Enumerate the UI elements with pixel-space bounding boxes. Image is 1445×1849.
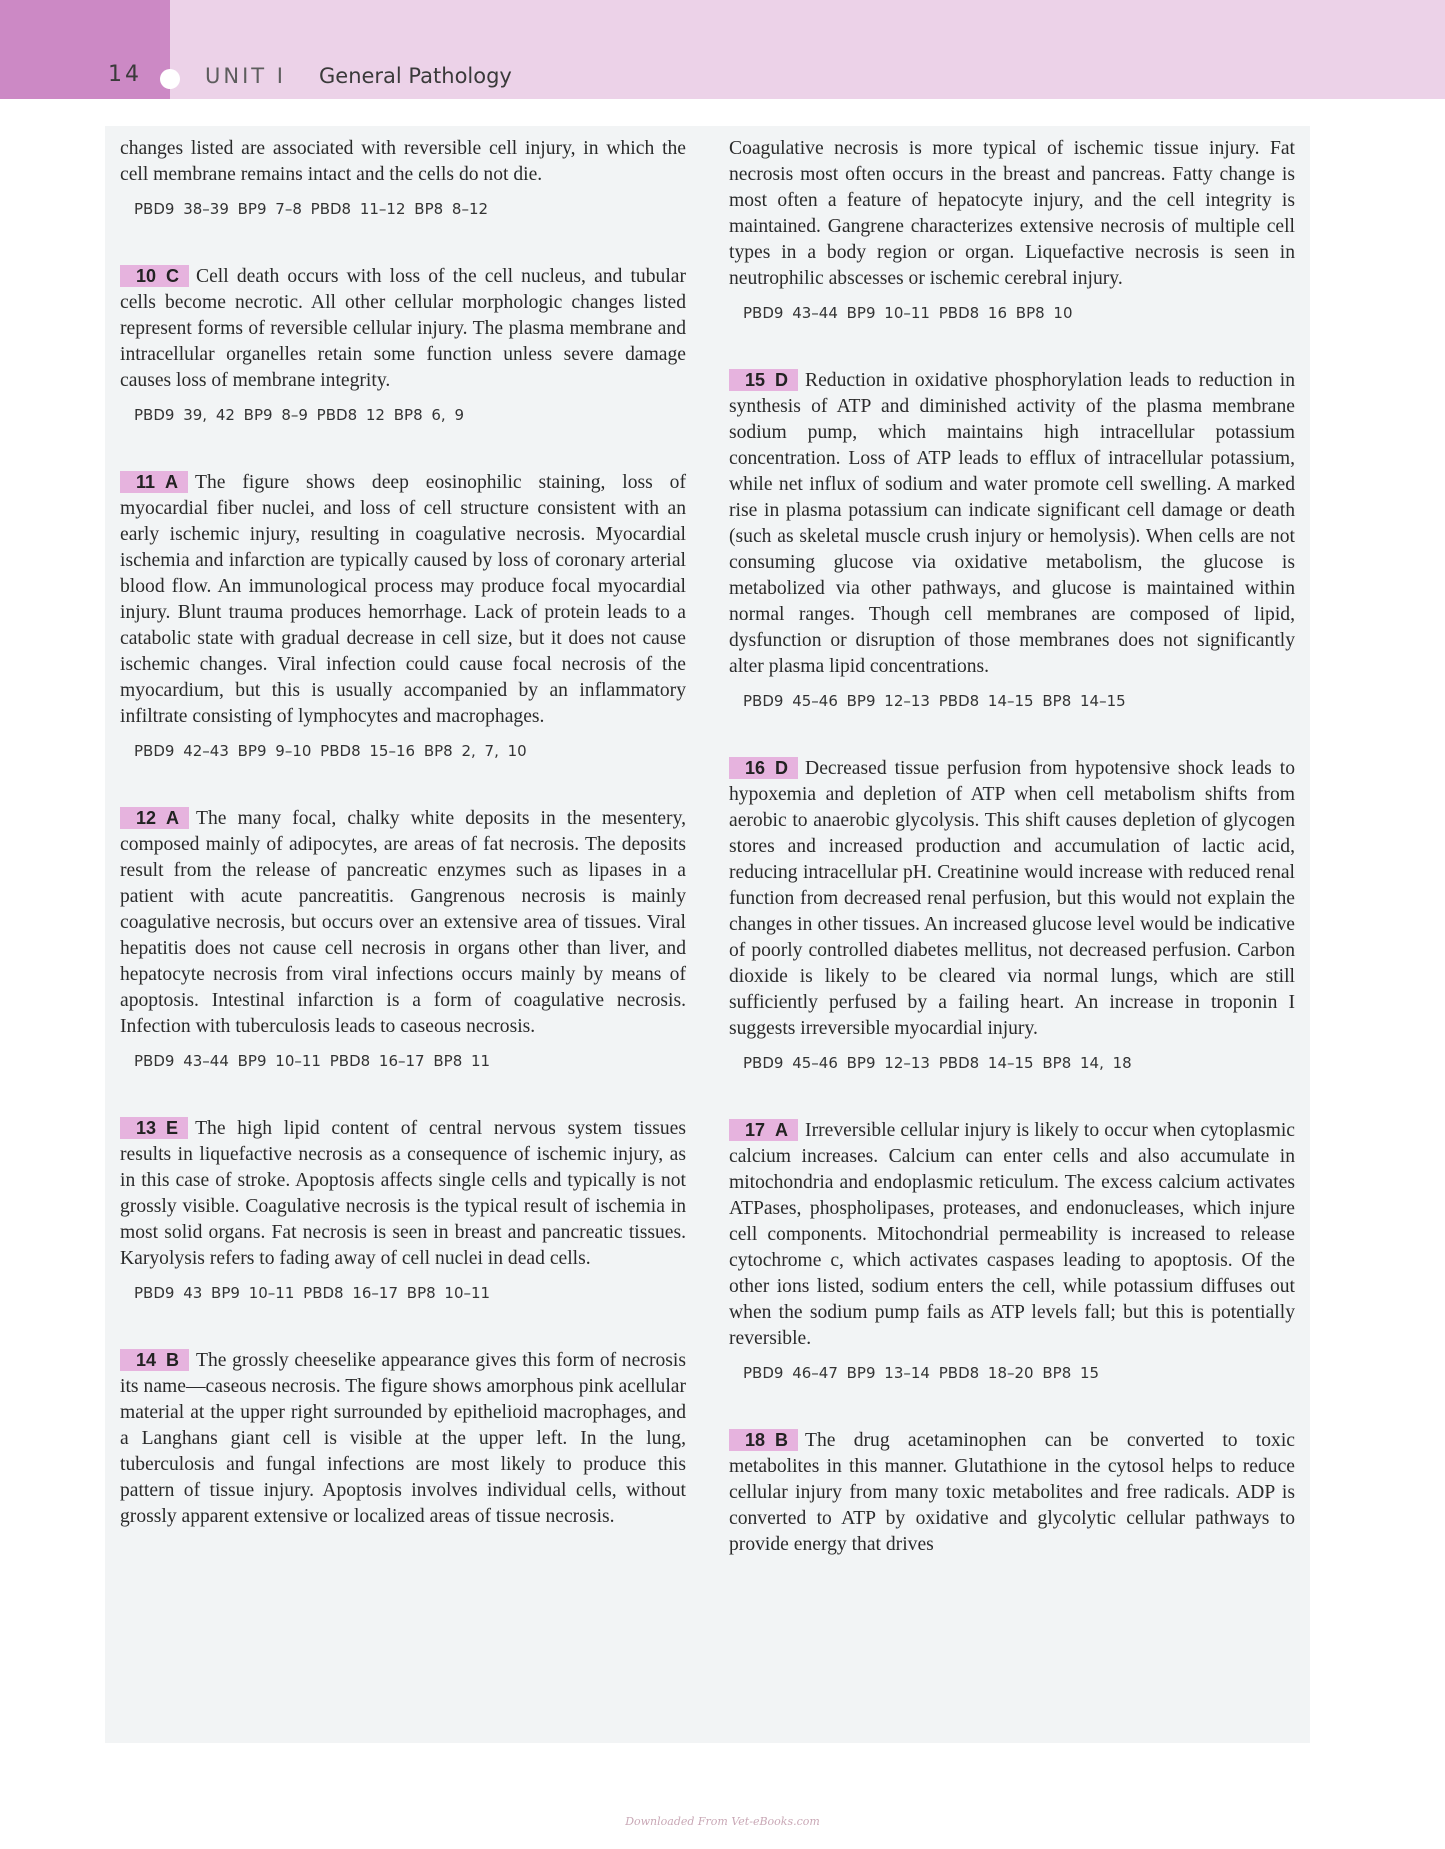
- page-title: General Pathology: [319, 64, 512, 88]
- left-column: [120, 136, 686, 1530]
- footer-watermark: Downloaded From Vet-eBooks.com: [625, 1815, 820, 1828]
- answer-16: [729, 756, 1295, 1074]
- header-tab: [0, 0, 170, 99]
- answers-panel: [105, 126, 1310, 1743]
- reference-line: PBD9 39, 42 BP9 8–9 PBD8 12 BP8 6, 9: [134, 406, 465, 424]
- reference-line: PBD9 43–44 BP9 10–11 PBD8 16–17 BP8 11: [134, 1052, 491, 1070]
- answer-13: [120, 1116, 686, 1304]
- reference-line: PBD9 43 BP9 10–11 PBD8 16–17 BP8 10–11: [134, 1284, 491, 1302]
- right-column: [729, 136, 1295, 1558]
- answer-text: 17 A Irreversible cellular injury is likely to occur when cytoplasmic calcium increases. Calcium can enter cells and also accumulate in mitochondria and endoplasmic reticulum. The excess calcium activates ATPases, phospholipases, proteases, and endonucleases, which injure cell components. Mitochondrial permeability is increased to release cytochrome c, which activates caspases leading to apoptosis. Of the other ions listed, sodium enters the cell, while potassium diffuses out when the sodium pump fails as ATP levels fall; but this is potentially reversible.: [729, 1120, 1295, 1349]
- answer-text: 15 D Reduction in oxidative phosphorylation leads to reduction in synthesis of ATP and diminished activity of the plasma membrane sodium pump, which maintains high intracellular potassium concentration. Loss of ATP leads to efflux of intracellular potassium, while net influx of sodium and water promote cell swelling. A marked rise in plasma potassium can indicate significant cell damage or death (such as skeletal muscle crush injury or hemolysis). When cells are not consuming glucose via oxidative metabolism, the glucose is metabolized via other pathways, and glucose is maintained within normal ranges. Though cell membranes are composed of lipid, dysfunction or disruption of those membranes does not significantly alter plasma lipid concentrations.: [729, 370, 1295, 677]
- reference-line: PBD9 45–46 BP9 12–13 PBD8 14–15 BP8 14, 18: [743, 1054, 1132, 1072]
- answer-18: [729, 1428, 1295, 1558]
- answer-badge: 15 D: [729, 369, 798, 391]
- answer-text: 18 B The drug acetaminophen can be converted to toxic metabolites in this manner. Glutathione in the cytosol helps to reduce cellular injury from many toxic metabolites and free radicals. ADP is converted to ATP by oxidative and glycolytic cellular pathways to provide energy that drives: [729, 1430, 1295, 1555]
- header-dot: [160, 69, 180, 89]
- answer-17: [729, 1118, 1295, 1384]
- intro-text: Coagulative necrosis is more typical of ischemic tissue injury. Fat necrosis most often occurs in the breast and pancreas. Fatty change is most often a feature of hepatocyte injury, and the cell integrity is maintained. Gangrene characterizes extensive necrosis of multiple cell types in a body region or organ. Liquefactive necrosis is seen in neutrophilic abscesses or ischemic cerebral injury.: [729, 138, 1295, 289]
- answer-10: [120, 264, 686, 426]
- answer-text: 14 B The grossly cheeselike appearance gives this form of necrosis its name—caseous necrosis. The figure shows amorphous pink acellular material at the upper right surrounded by epithelioid macrophages, and a Langhans giant cell is visible at the upper left. In the lung, tuberculosis and fungal infections are most likely to produce this pattern of tissue injury. Apoptosis involves individual cells, without grossly apparent extensive or localized areas of tissue necrosis.: [120, 1350, 686, 1527]
- answer-text: 13 E The high lipid content of central nervous system tissues results in liquefactive necrosis as a consequence of ischemic injury, as in this case of stroke. Apoptosis affects single cells and typically is not grossly visible. Coagulative necrosis is the typical result of ischemia in most solid organs. Fat necrosis is seen in breast and pancreatic tissues. Karyolysis refers to fading away of cell nuclei in dead cells.: [120, 1118, 686, 1269]
- answer-text: 10 C Cell death occurs with loss of the cell nucleus, and tubular cells become necrotic. All other cellular morphologic changes listed represent forms of reversible cellular injury. The plasma membrane and intracellular organelles retain some function unless severe damage causes loss of membrane integrity.: [120, 266, 686, 391]
- reference-line: PBD9 43–44 BP9 10–11 PBD8 16 BP8 10: [743, 304, 1073, 322]
- answer-badge: 14 B: [120, 1349, 189, 1371]
- answer-badge: 17 A: [729, 1119, 798, 1141]
- reference-line: PBD9 46–47 BP9 13–14 PBD8 18–20 BP8 15: [743, 1364, 1100, 1382]
- reference-line: PBD9 45–46 BP9 12–13 PBD8 14–15 BP8 14–15: [743, 692, 1126, 710]
- reference-line: PBD9 42–43 BP9 9–10 PBD8 15–16 BP8 2, 7, 10: [134, 742, 527, 760]
- answer-badge: 11 A: [120, 471, 188, 493]
- answer-badge: 18 B: [729, 1429, 798, 1451]
- intro-text: changes listed are associated with reversible cell injury, in which the cell membrane remains intact and the cells do not die.: [120, 138, 686, 185]
- answer-text: 16 D Decreased tissue perfusion from hypotensive shock leads to hypoxemia and depletion of ATP when cell metabolism shifts from aerobic to anaerobic glycolysis. This shift causes depletion of glycogen stores and increased production and accumulation of lactic acid, reducing intracellular pH. Creatinine would increase with reduced renal function from decreased renal perfusion, but this would not explain the changes in other tissues. An increased glucose level would be indicative of poorly controlled diabetes mellitus, not decreased perfusion. Carbon dioxide is likely to be cleared via normal lungs, which are still sufficiently perfused by a failing heart. An increase in troponin I suggests irreversible myocardial injury.: [729, 758, 1295, 1039]
- answer-15: [729, 368, 1295, 712]
- answer-badge: 16 D: [729, 757, 798, 779]
- answer-badge: 12 A: [120, 807, 189, 829]
- answer-12: [120, 806, 686, 1072]
- answer-badge: 13 E: [120, 1117, 188, 1139]
- answer-14: [120, 1348, 686, 1530]
- answer-badge: 10 C: [120, 265, 189, 287]
- answer-text: 12 A The many focal, chalky white deposits in the mesentery, composed mainly of adipocytes, are areas of fat necrosis. The deposits result from the release of pancreatic enzymes such as lipases in a patient with acute pancreatitis. Gangrenous necrosis is mainly coagulative necrosis, but occurs over an extensive area of tissues. Viral hepatitis does not cause cell necrosis in organs other than liver, and hepatocyte necrosis from viral infections occurs mainly by means of apoptosis. Intestinal infarction is a form of coagulative necrosis. Infection with tuberculosis leads to caseous necrosis.: [120, 808, 686, 1037]
- answer-11: [120, 470, 686, 762]
- unit-label: UNIT I: [205, 64, 286, 88]
- reference-line: PBD9 38–39 BP9 7–8 PBD8 11–12 BP8 8–12: [134, 200, 489, 218]
- answer-text: 11 A The figure shows deep eosinophilic staining, loss of myocardial fiber nuclei, and loss of cell structure consistent with an early ischemic injury, resulting in coagulative necrosis. Myocardial ischemia and infarction are typically caused by loss of coronary arterial blood flow. An immunological process may produce focal myocardial injury. Blunt trauma produces hemorrhage. Lack of protein leads to a catabolic state with gradual decrease in cell size, but it does not cause ischemic changes. Viral infection could cause focal necrosis of the myocardium, but this is usually accompanied by an inflammatory infiltrate consisting of lymphocytes and macrophages.: [120, 472, 686, 727]
- page-number: 14: [108, 62, 142, 87]
